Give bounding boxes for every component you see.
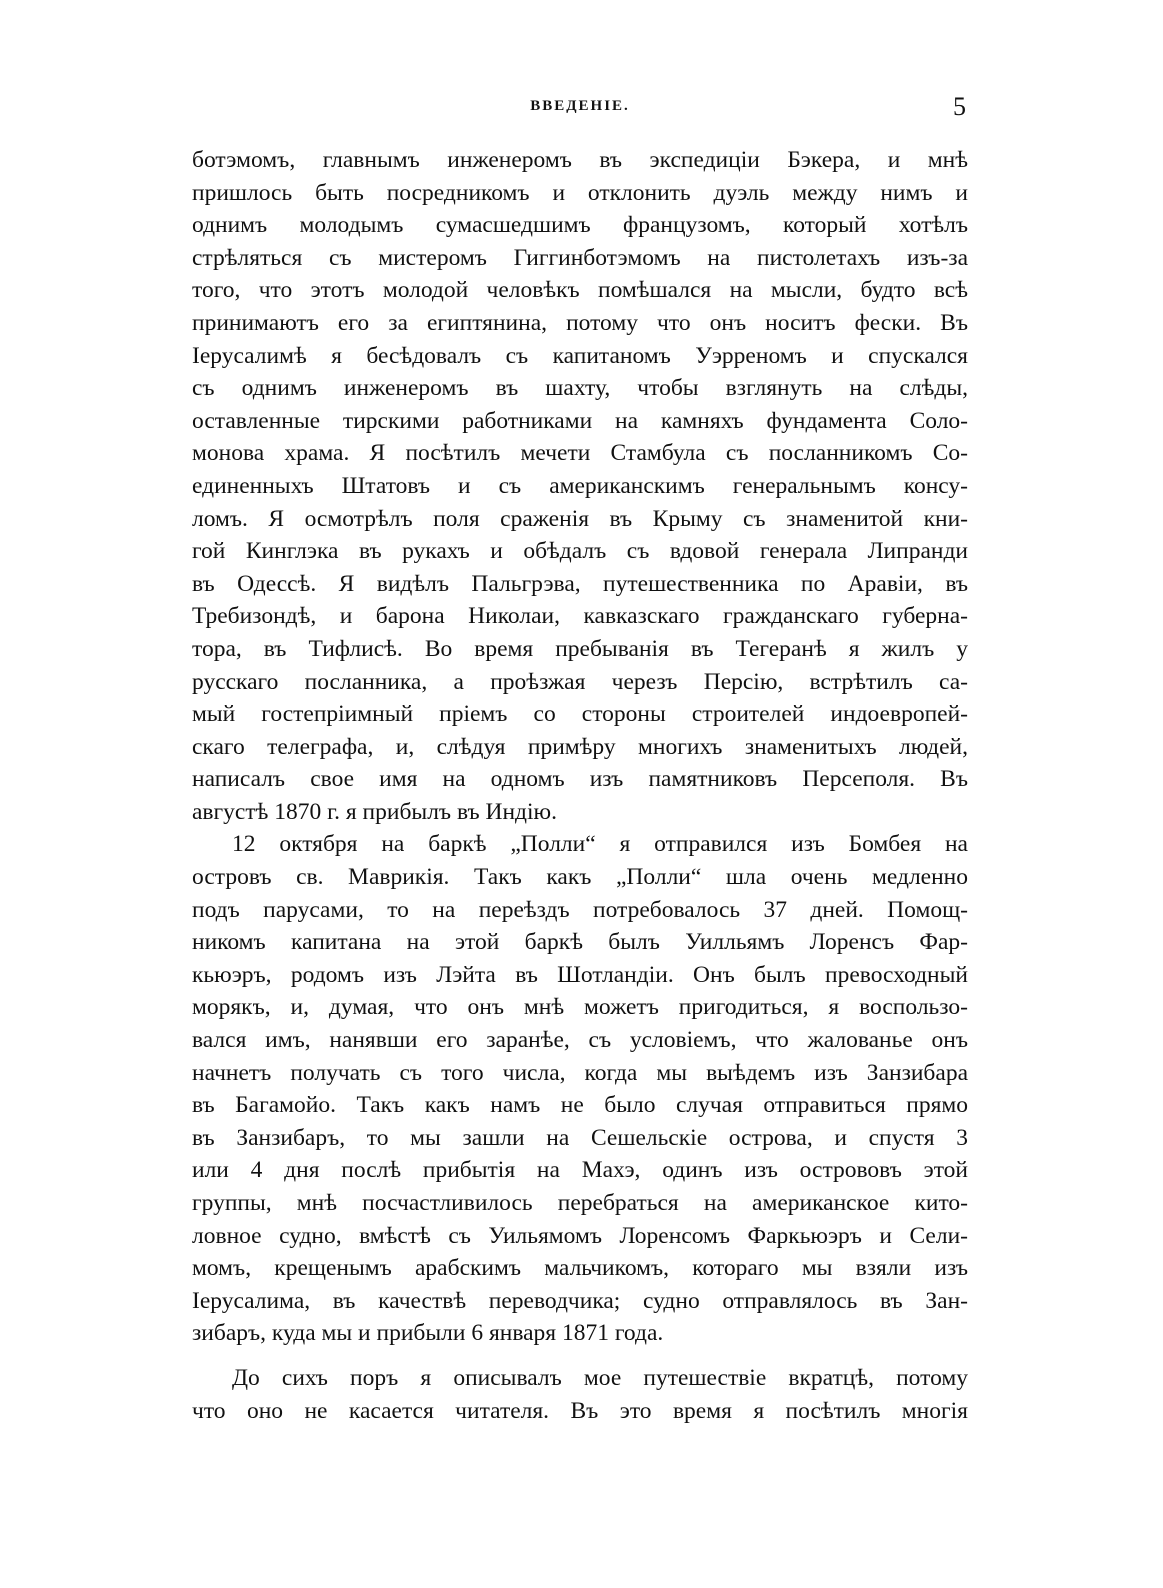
- text-line: морякъ, и, думая, что онъ мнѣ можетъ пригодиться, я воспользо-: [192, 994, 968, 1021]
- text-line: зибаръ, куда мы и прибыли 6 января 1871 года.: [192, 1320, 664, 1347]
- text-line: или 4 дня послѣ прибытія на Махэ, одинъ изъ острововъ этой: [192, 1157, 968, 1184]
- text-line: русскаго посланника, а проѣзжая черезъ Персію, встрѣтилъ са-: [192, 668, 968, 695]
- text-line: 12 октября на баркѣ „Полли“ я отправился изъ Бомбея на: [232, 831, 968, 858]
- text-line: единенныхъ Штатовъ и съ американскимъ генеральнымъ консу-: [192, 472, 968, 499]
- body-text: [192, 144, 968, 1427]
- text-line: скаго телеграфа, и, слѣдуя примѣру многихъ знаменитыхъ людей,: [192, 733, 968, 760]
- text-line: начнетъ получать съ того числа, когда мы выѣдемъ изъ Занзибара: [192, 1059, 968, 1086]
- text-line: однимъ молодымъ сумасшедшимъ французомъ, который хотѣлъ: [192, 212, 968, 239]
- text-line: августѣ 1870 г. я прибылъ въ Индію.: [192, 798, 557, 825]
- text-line: въ Одессѣ. Я видѣлъ Пальгрэва, путешественника по Аравіи, въ: [192, 570, 968, 597]
- text-line: ботэмомъ, главнымъ инженеромъ въ экспедиціи Бэкера, и мнѣ: [192, 147, 968, 173]
- text-line: мый гостепріимный пріемъ со стороны строителей индоевропей-: [192, 701, 968, 728]
- text-line: принимаютъ его за египтянина, потому что онъ носитъ фески. Въ: [192, 309, 968, 336]
- text-line: подъ парусами, то на переѣздъ потребовалось 37 дней. Помощ-: [192, 896, 968, 923]
- text-line: группы, мнѣ посчастливилось перебраться на американское кито-: [192, 1190, 968, 1216]
- text-line: островъ св. Маврикія. Такъ какъ „Полли“ шла очень медленно: [192, 864, 968, 891]
- paragraph-3: [192, 1362, 968, 1427]
- text-line: Іерусалима, въ качествѣ переводчика; судно отправлялось въ Зан-: [192, 1287, 968, 1314]
- text-line: въ Занзибаръ, то мы зашли на Сешельскіе острова, и спустя 3: [192, 1124, 968, 1151]
- text-line: написалъ свое имя на одномъ изъ памятниковъ Персеполя. Въ: [192, 766, 968, 793]
- text-line: въ Багамойо. Такъ какъ намъ не было случая отправиться прямо: [192, 1092, 968, 1119]
- paragraph-spacer: [192, 1350, 968, 1362]
- text-line: ловное судно, вмѣстѣ съ Уильямомъ Лоренсомъ Фаркьюэръ и Сели-: [192, 1222, 968, 1249]
- text-line: пришлось быть посредникомъ и отклонить дуэль между нимъ и: [192, 179, 968, 206]
- paragraph-2: [192, 828, 968, 1350]
- text-line: того, что этотъ молодой человѣкъ помѣшался на мысли, будто всѣ: [192, 277, 968, 304]
- text-line: Требизондѣ, и барона Николаи, кавказскаго гражданскаго губерна-: [192, 603, 968, 630]
- text-line: тора, въ Тифлисѣ. Во время пребыванія въ Тегеранѣ я жилъ у: [192, 635, 968, 662]
- text-line: оставленные тирскими работниками на камняхъ фундамента Соло-: [192, 407, 968, 434]
- text-line: ломъ. Я осмотрѣлъ поля сраженія въ Крыму съ знаменитой кни-: [192, 505, 968, 532]
- text-line: монова храма. Я посѣтилъ мечети Стамбула съ посланникомъ Со-: [192, 440, 968, 467]
- text-line: никомъ капитана на этой баркѣ былъ Уилльямъ Лоренсъ Фар-: [192, 929, 968, 956]
- text-line: До сихъ поръ я описывалъ мое путешествіе вкратцѣ, потому: [232, 1364, 968, 1391]
- text-line: что оно не касается читателя. Въ это время я посѣтилъ многія: [192, 1397, 968, 1424]
- text-line: гой Кинглэка въ рукахъ и обѣдалъ съ вдовой генерала Липранди: [192, 538, 968, 565]
- text-line: момъ, крещенымъ арабскимъ мальчикомъ, котораго мы взяли изъ: [192, 1255, 968, 1282]
- text-line: вался имъ, нанявши его заранѣе, съ условіемъ, что жалованье онъ: [192, 1027, 968, 1054]
- running-title: ВВЕДЕНІЕ.: [530, 98, 630, 114]
- text-line: Іерусалимѣ я бесѣдовалъ съ капитаномъ Уэрреномъ и спускался: [192, 342, 968, 369]
- text-line: кьюэръ, родомъ изъ Лэйта въ Шотландіи. Онъ былъ превосходный: [192, 961, 968, 988]
- page-number: 5: [953, 92, 966, 121]
- text-line: стрѣляться съ мистеромъ Гиггинботэмомъ на пистолетахъ изъ-за: [192, 244, 968, 271]
- running-head: [192, 94, 968, 124]
- text-line: съ однимъ инженеромъ въ шахту, чтобы взглянуть на слѣды,: [192, 375, 968, 402]
- paragraph-1: [192, 144, 968, 828]
